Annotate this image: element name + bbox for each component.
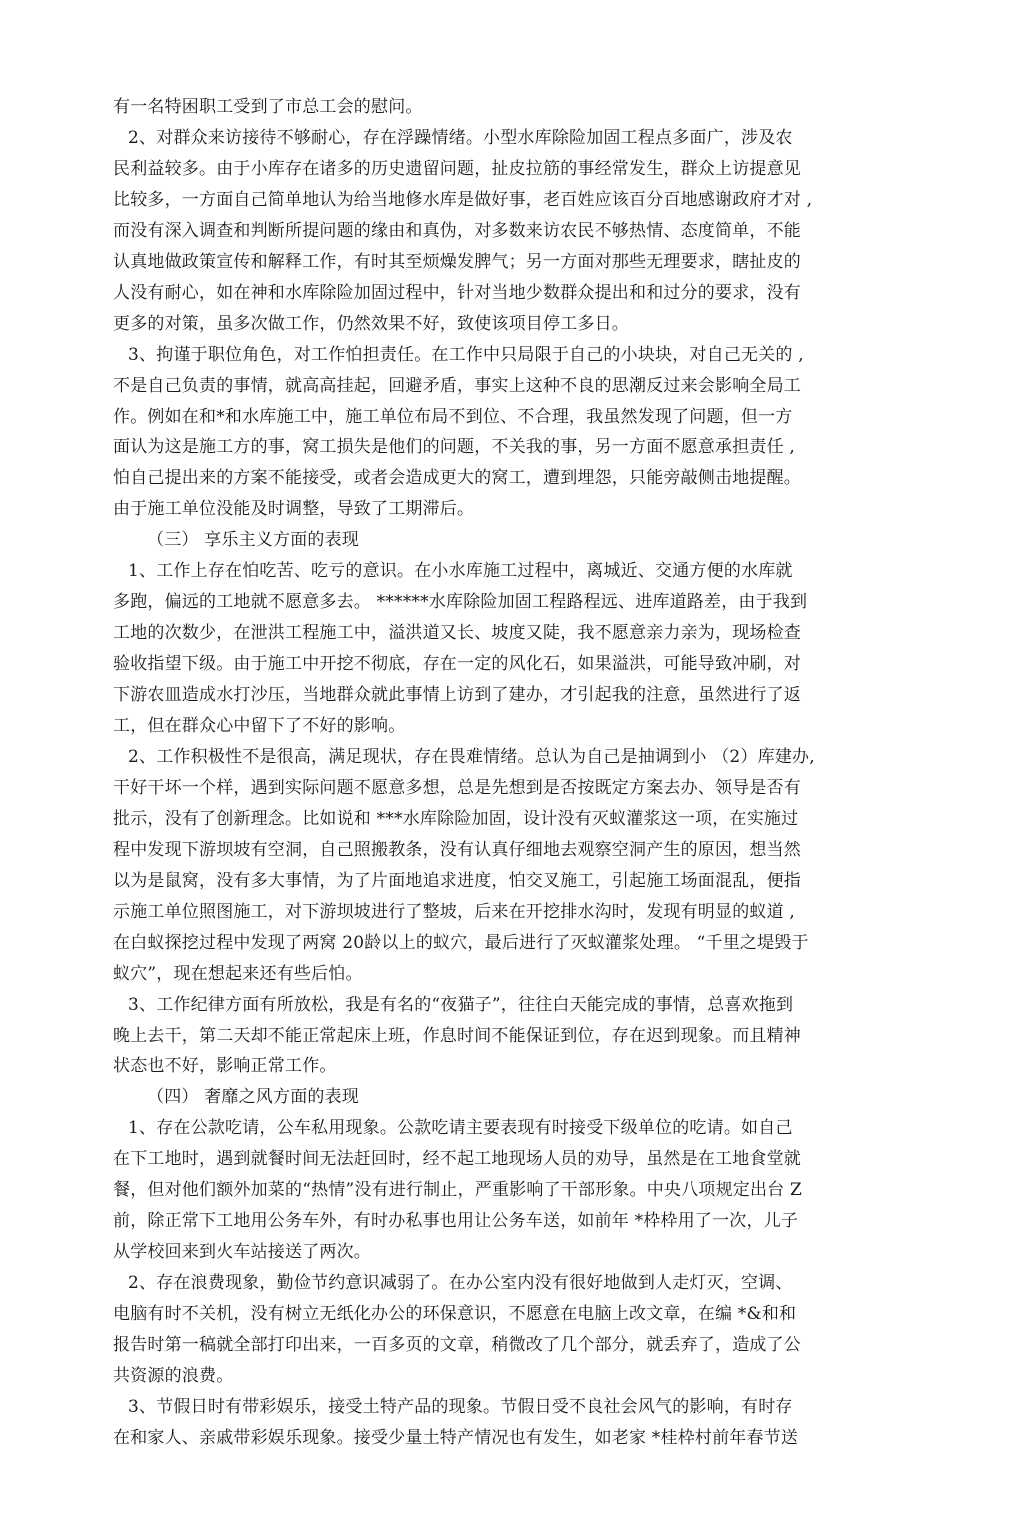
text-line: 民利益较多。由于小库存在诸多的历史遗留问题，扯皮拉筋的事经常发生，群众上访提意见 [113, 159, 801, 179]
text-line: 程中发现下游坝坡有空洞，自己照搬教条，没有认真仔细地去观察空洞产生的原因，想当然 [113, 840, 801, 860]
text-line: 3、工作纪律方面有所放松，我是有名的“夜猫子”，往往白天能完成的事情，总喜欢拖到 [128, 995, 794, 1015]
text-line: 认真地做政策宣传和解释工作，有时其至烦燥发脾气；另一方面对那些无理要求，瞎扯皮的 [113, 252, 801, 272]
text-line: 验收指望下级。由于施工中开挖不彻底，存在一定的风化石，如果溢洪，可能导致冲刷，对 [113, 654, 801, 674]
text-line: 电脑有时不关机，没有树立无纸化办公的环保意识，不愿意在电脑上改文章，在编 *&和和 [113, 1304, 797, 1324]
text-line: 不是自己负责的事情，就高高挂起，回避矛盾，事实上这种不良的思潮反过来会影响全局工 [113, 376, 801, 396]
text-line: 下游农皿造成水打沙压，当地群众就此事情上访到了建办，才引起我的注意，虽然进行了返 [113, 685, 801, 705]
text-line: 3、拘谨于职位角色，对工作怕担责任。在工作中只局限于自己的小块块，对自己无关的 , [128, 345, 804, 365]
text-line: 1、工作上存在怕吃苦、吃亏的意识。在小水库施工过程中，离城近、交通方便的水库就 [128, 561, 793, 581]
text-line: 在白蚁探挖过程中发现了两窝 20龄以上的蚁穴，最后进行了灭蚁灌浆处理。 “千里之堤毁于 [113, 933, 809, 953]
text-line: 蚁穴”，现在想起来还有些后怕。 [113, 964, 363, 984]
text-line: 1、存在公款吃请，公车私用现象。公款吃请主要表现有时接受下级单位的吃请。如自己 [128, 1118, 793, 1138]
text-line: 以为是鼠窝，没有多大事情，为了片面地追求进度，怕交叉施工，引起施工场面混乱，便指 [113, 871, 801, 891]
text-line: 工，但在群众心中留下了不好的影响。 [113, 716, 406, 736]
text-line: 餐，但对他们额外加菜的“热情”没有进行制止，严重影响了干部形象。中央八项规定出台 Z [113, 1180, 802, 1200]
section-heading: （四） 奢靡之风方面的表现 [147, 1087, 360, 1107]
text-line: 从学校回来到火车站接送了两次。 [113, 1242, 371, 1262]
text-line: 作。例如在和*和水库施工中，施工单位布局不到位、不合理，我虽然发现了问题，但一方 [113, 407, 793, 427]
text-line: 怕自己提出来的方案不能接受，或者会造成更大的窝工，遭到埋怨，只能旁敲侧击地提醒。 [113, 468, 801, 488]
text-line: 更多的对策，虽多次做工作，仍然效果不好，致使该项目停工多日。 [113, 314, 629, 334]
text-line: 共资源的浪费。 [113, 1366, 234, 1386]
text-line: 而没有深入调查和判断所提问题的缘由和真伪，对多数来访农民不够热情、态度简单，不能 [113, 221, 801, 241]
text-line: 示施工单位照图施工，对下游坝坡进行了整坡，后来在开挖排水沟时，发现有明显的蚁道 , [113, 902, 796, 922]
text-line: 多跑，偏远的工地就不愿意多去。 ******水库除险加固工程路程远、进库道路差，由于我到 [113, 592, 808, 612]
text-line: 比较多，一方面自己简单地认为给当地修水库是做好事，老百姓应该百分百地感谢政府才对 , [113, 190, 813, 210]
text-line: 前，除正常下工地用公务车外，有时办私事也用让公务车送，如前年 *枠枠用了一次，儿子 [113, 1211, 799, 1231]
text-line: 2、工作积极性不是很高，满足现状，存在畏难情绪。总认为自己是抽调到小 （2）库建办, [128, 747, 815, 767]
text-line: 晚上去干，第二天却不能正常起床上班，作息时间不能保证到位，存在迟到现象。而且精神 [113, 1026, 801, 1046]
text-line: 由于施工单位没能及时调整，导致了工期滞后。 [113, 499, 475, 519]
text-line: 干好干坏一个样，遇到实际问题不愿意多想，总是先想到是否按既定方案去办、领导是否有 [113, 778, 801, 798]
text-line: 工地的次数少，在泄洪工程施工中，溢洪道又长、坡度又陡，我不愿意亲力亲为，现场检查 [113, 623, 801, 643]
text-line: 人没有耐心，如在神和水库除险加固过程中，针对当地少数群众提出和和过分的要求，没有 [113, 283, 801, 303]
text-line: 批示，没有了创新理念。比如说和 ***水库除险加固，设计没有灭蚁灌浆这一项，在实施过 [113, 809, 799, 829]
section-heading: （三） 享乐主义方面的表现 [147, 530, 360, 550]
text-line: 状态也不好，影响正常工作。 [113, 1056, 337, 1076]
text-line: 3、节假日时有带彩娱乐，接受土特产品的现象。节假日受不良社会风气的影响，有时存 [128, 1397, 793, 1417]
text-line: 在和家人、亲戚带彩娱乐现象。接受少量土特产情况也有发生，如老家 *桂枠村前年春节送 [113, 1428, 799, 1448]
text-line: 在下工地时，遇到就餐时间无法赶回时，经不起工地现场人员的劝导，虽然是在工地食堂就 [113, 1149, 801, 1169]
text-line: 报告时第一稿就全部打印出来，一百多页的文章，稍微改了几个部分，就丢弃了，造成了公 [113, 1335, 801, 1355]
text-line: 面认为这是施工方的事，窝工损失是他们的问题，不关我的事，另一方面不愿意承担责任 , [113, 437, 796, 457]
text-line: 2、存在浪费现象，勤俭节约意识减弱了。在办公室内没有很好地做到人走灯灭，空调、 [128, 1273, 793, 1293]
text-line: 有一名特困职工受到了市总工会的慰问。 [113, 97, 423, 117]
text-line: 2、对群众来访接待不够耐心，存在浮躁情绪。小型水库除险加固工程点多面广，涉及农 [128, 128, 793, 148]
